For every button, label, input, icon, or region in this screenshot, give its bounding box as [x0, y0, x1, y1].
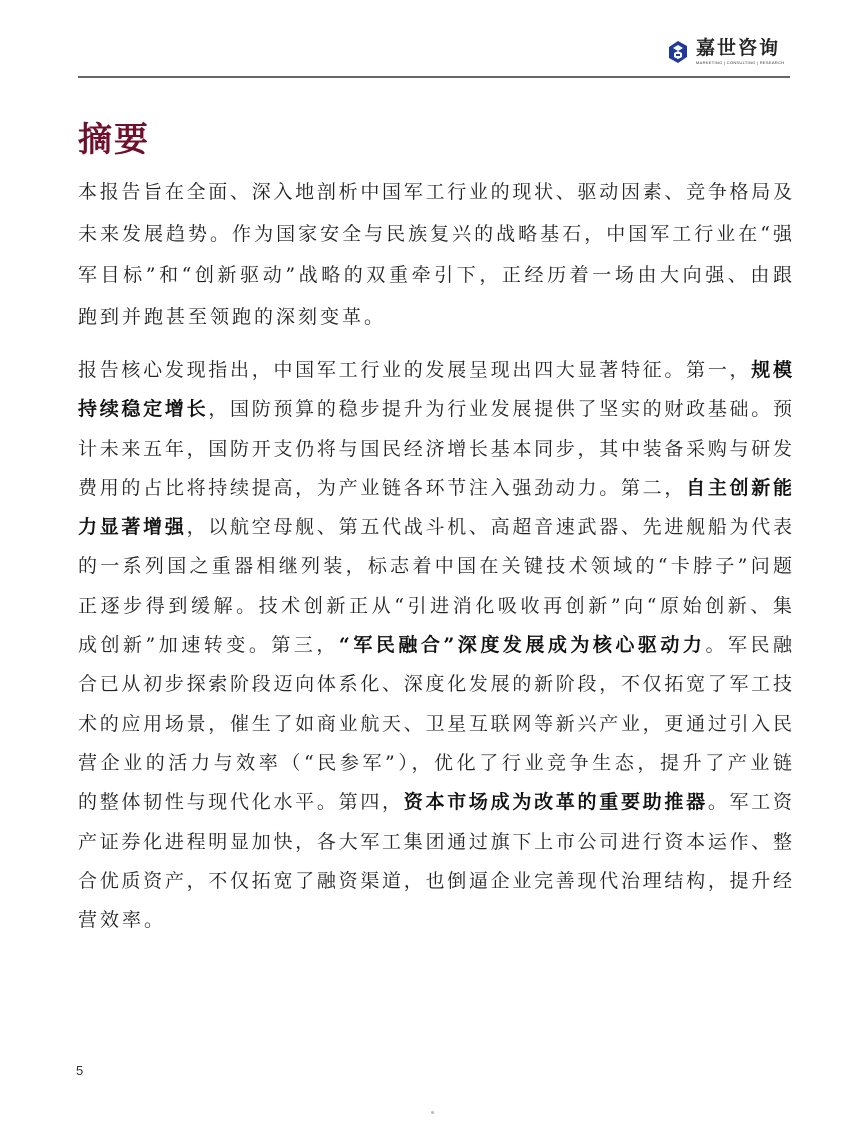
text-run: 术的应用场景，催生了如商业航天、卫星互联网等新兴产业，更通过引入民 [78, 712, 792, 735]
text-run: 跑到并跑甚至领跑的深刻变革。 [78, 306, 387, 329]
text-run: 。军民融 [705, 634, 792, 657]
text-run: 的一系列国之重器相继列装，标志着中国在关键技术领域的“卡脖子”问题 [78, 555, 792, 578]
text-line [78, 869, 792, 892]
text-run: ，国防预算的稳步提升为行业发展提供了坚实的财政基础。预 [208, 398, 792, 421]
text-run: ，以航空母舰、第五代战斗机、高超音速武器、先进舰船为代表 [186, 516, 792, 539]
text-line [78, 712, 792, 735]
text-run: 。军工资 [707, 791, 792, 814]
brand-name: 嘉世咨询 [696, 37, 781, 59]
text-run: 正逐步得到缓解。技术创新正从“引进消化吸收再创新”向“原始创新、集 [78, 594, 792, 617]
text-line [78, 266, 792, 285]
text-line [78, 361, 792, 380]
text-run: 产证券化进程明显加快，各大军工集团通过旗下上市公司进行资本运作、整 [78, 830, 792, 853]
text-run: 合优质资产，不仅拓宽了融资渠道，也倒逼企业完善现代治理结构，提升经 [78, 869, 792, 892]
brand-logo [666, 38, 784, 65]
text-line [78, 518, 792, 537]
text-line [78, 911, 792, 930]
bold-text: 力显著增强 [78, 516, 187, 539]
page-marker [431, 1111, 434, 1114]
bold-text: 持续稳定增长 [78, 398, 209, 421]
page-title: 摘要 [78, 120, 150, 160]
summary-paragraph-1 [78, 183, 792, 350]
text-line [78, 793, 792, 812]
text-run: 报告核心发现指出，中国军工行业的发展呈现出四大显著特征。第一， [78, 359, 752, 381]
text-run: 未来发展趋势。作为国家安全与民族复兴的战略基石，中国军工行业在“强 [78, 222, 792, 245]
text-line [78, 400, 792, 419]
page-number: 5 [76, 1063, 84, 1078]
text-run: 合已从初步探索阶段迈向体系化、深度化发展的新阶段，不仅拓宽了军工技 [78, 673, 792, 696]
text-line [78, 636, 792, 655]
text-line [78, 183, 792, 202]
logo-icon [666, 39, 690, 65]
text-line [78, 830, 792, 853]
header-divider [78, 76, 790, 78]
bold-text: 自主创新能 [686, 476, 792, 499]
summary-paragraph-2 [78, 361, 792, 950]
bold-text: 资本市场成为改革的重要助推器 [403, 791, 708, 814]
text-run: 军目标”和“创新驱动”战略的双重牵引下，正经历着一场由大向强、由跟 [78, 264, 792, 287]
text-run: 成创新”加速转变。第三， [78, 634, 339, 657]
text-line [78, 675, 792, 694]
text-line [78, 308, 792, 327]
text-run: 营企业的活力与效率（“民参军”），优化了行业竞争生态，提升了产业链 [78, 751, 792, 774]
bold-text: 规模 [751, 359, 792, 381]
text-line [78, 594, 792, 617]
text-run: 计未来五年，国防开支仍将与国民经济增长基本同步，其中装备采购与研发 [78, 437, 792, 460]
brand-tagline: MARKETING | CONSULTING | RESEARCH [696, 60, 785, 65]
text-run: 费用的占比将持续提高，为产业链各环节注入强劲动力。第二， [78, 476, 687, 499]
text-line [78, 476, 792, 499]
bold-text: “军民融合”深度发展成为核心驱动力 [338, 634, 706, 657]
text-run: 本报告旨在全面、深入地剖析中国军工行业的现状、驱动因素、竞争格局及 [78, 181, 792, 203]
text-line [78, 437, 792, 460]
text-run: 营效率。 [78, 909, 167, 932]
text-line [78, 751, 792, 774]
text-line [78, 557, 792, 576]
text-run: 的整体韧性与现代化水平。第四， [78, 791, 404, 814]
text-line [78, 222, 792, 245]
